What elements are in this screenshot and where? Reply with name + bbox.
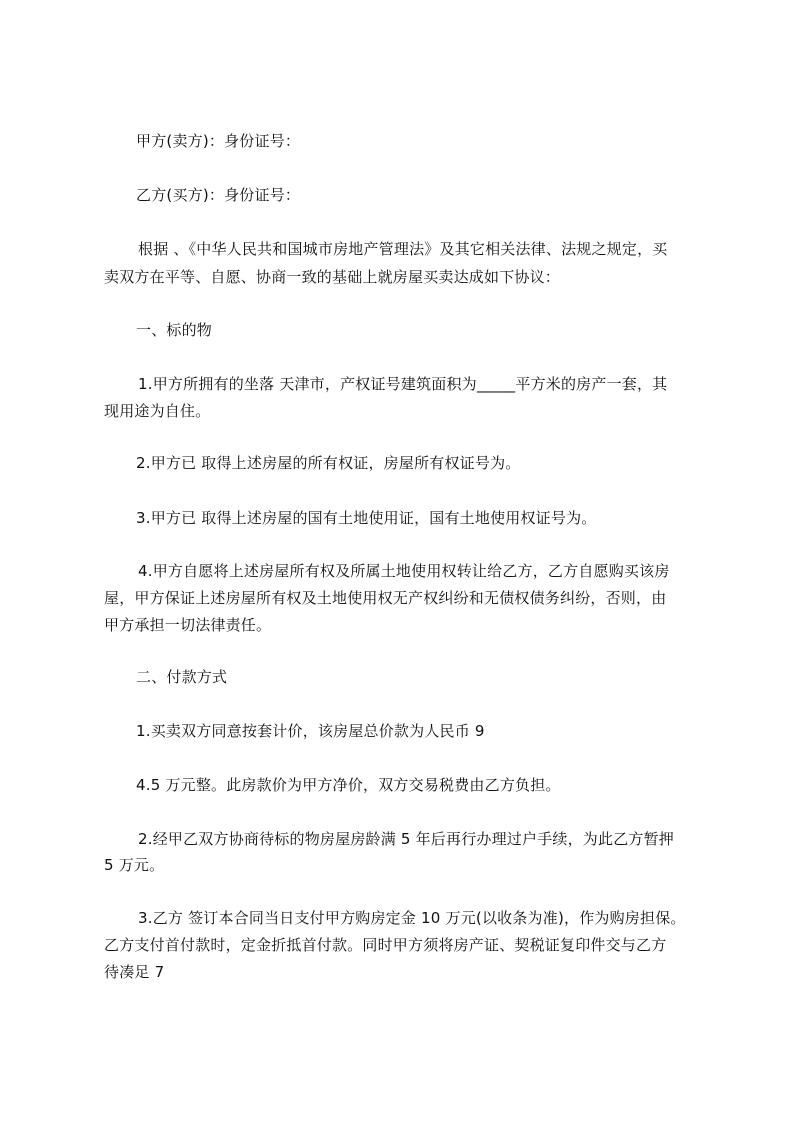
subject-clause-1-line-2: 现用途为自住。 — [104, 402, 211, 420]
payment-clause-2-line-2: 5 万元。 — [104, 856, 165, 874]
subject-clause-4-line-2: 屋，甲方保证上述房屋所有权及土地使用权无产权纠纷和无债权债务纠纷，否则，由 — [104, 589, 667, 607]
subject-clause-1-line-1: 1.甲方所拥有的坐落 天津市，产权证号建筑面积为_____平方米的房产一套，其 — [138, 375, 668, 393]
subject-clause-3: 3.甲方已 取得上述房屋的国有土地使用证，国有土地使用权证号为。 — [136, 509, 597, 527]
subject-clause-4-line-1: 4.甲方自愿将上述房屋所有权及所属土地使用权转让给乙方，乙方自愿购买该房 — [138, 562, 670, 580]
payment-clause-3-line-3: 待凑足 7 — [104, 963, 165, 981]
section-heading-payment: 二、付款方式 — [136, 668, 228, 686]
subject-clause-4-line-3: 甲方承担一切法律责任。 — [104, 616, 272, 634]
payment-clause-3-line-2: 乙方支付首付款时，定金折抵首付款。同时甲方须将房产证、契税证复印件交与乙方 — [104, 936, 667, 954]
seller-id-line: 甲方(卖方)：身份证号： — [136, 132, 301, 150]
payment-clause-3-line-1: 3.乙方 签订本合同当日支付甲方购房定金 10 万元(以收条为准)，作为购房担保。 — [138, 909, 686, 927]
subject-clause-2: 2.甲方已 取得上述房屋的所有权证，房屋所有权证号为。 — [136, 454, 521, 472]
payment-clause-1-line-1: 1.买卖双方同意按套计价，该房屋总价款为人民币 9 — [136, 722, 485, 740]
payment-clause-2-line-1: 2.经甲乙双方协商待标的物房屋房龄满 5 年后再行办理过户手续，为此乙方暂押 — [138, 830, 674, 848]
buyer-id-line: 乙方(买方)：身份证号： — [136, 186, 301, 204]
section-heading-subject: 一、标的物 — [136, 321, 213, 339]
preamble-line-1: 根据 、《中华人民共和国城市房地产管理法》及其它相关法律、法规之规定，买 — [138, 240, 668, 258]
preamble-line-2: 卖双方在平等、自愿、协商一致的基础上就房屋买卖达成如下协议： — [104, 268, 561, 286]
payment-clause-1-line-2: 4.5 万元整。此房款价为甲方净价，双方交易税费由乙方负担。 — [136, 776, 561, 794]
